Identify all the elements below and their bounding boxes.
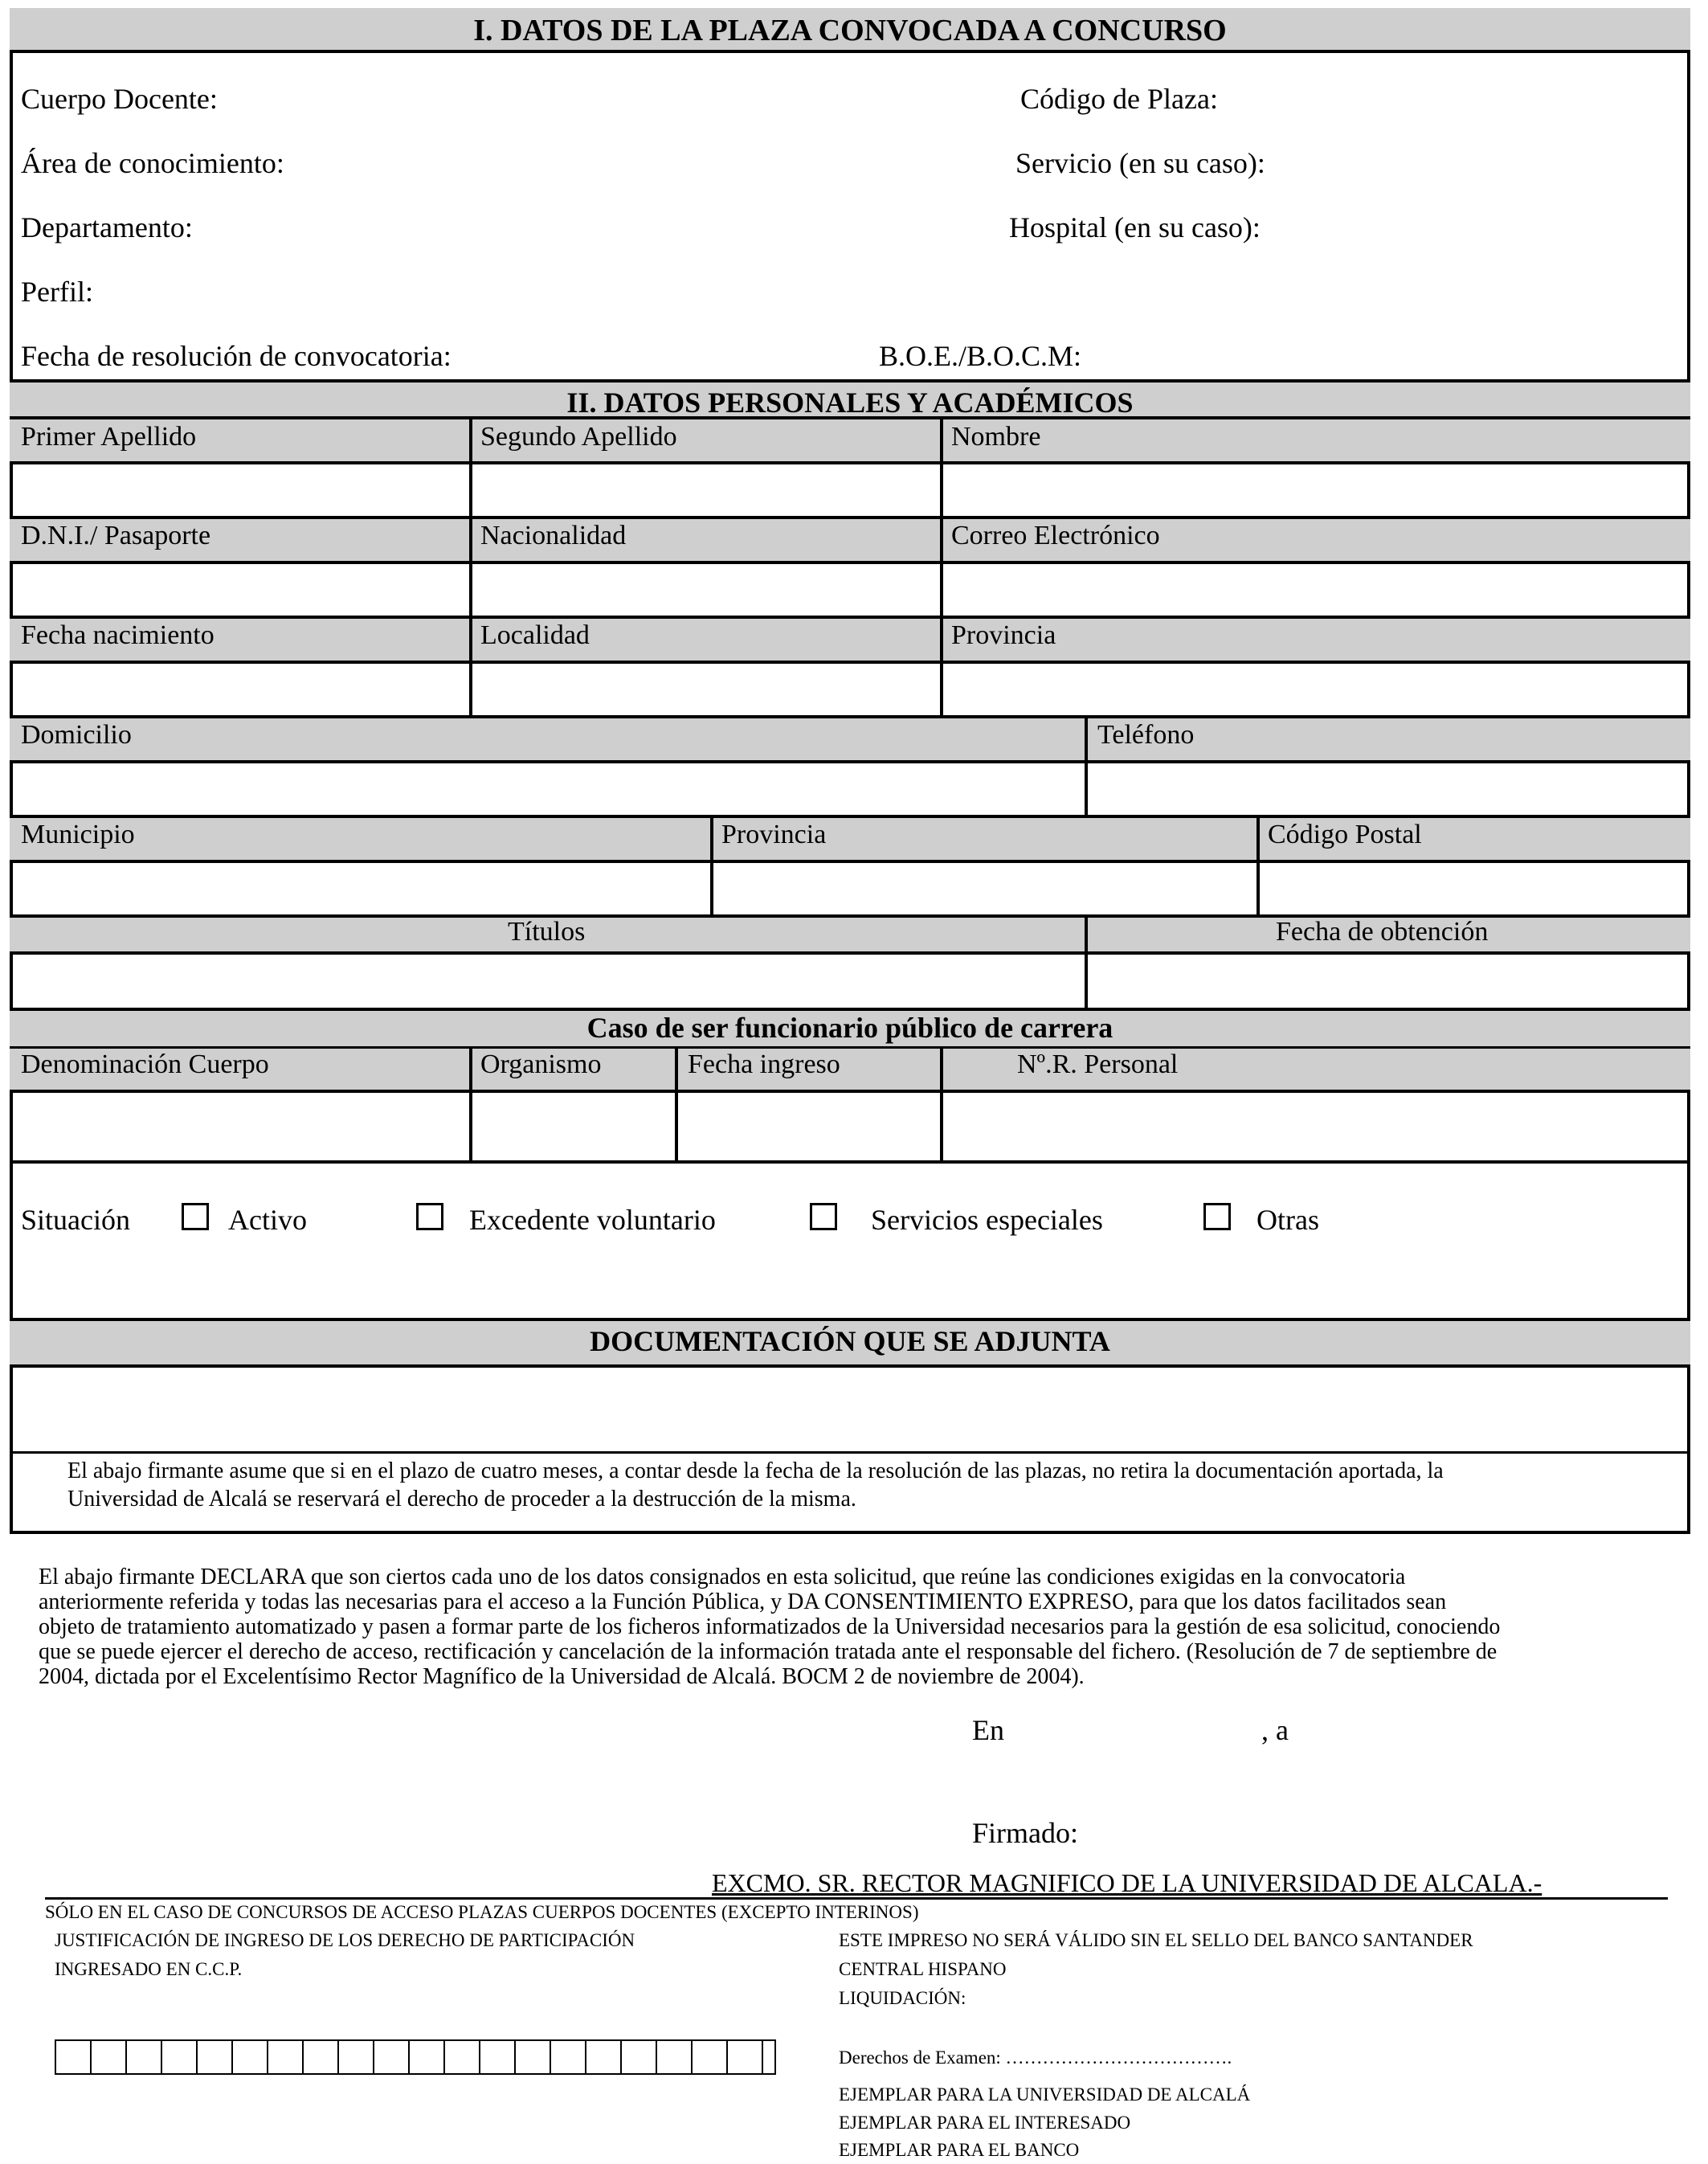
footer-justificacion-1: JUSTIFICACIÓN DE INGRESO DE LOS DERECHO DE PARTICIPACIÓN (55, 1930, 635, 1950)
ccp-digit-cell[interactable] (516, 2041, 551, 2075)
label-en: En (972, 1714, 1004, 1746)
ccp-digit-cell[interactable] (127, 2041, 162, 2075)
ccp-digit-cell[interactable] (445, 2041, 480, 2075)
header-fecha-nacimiento: Fecha nacimiento (21, 620, 215, 650)
input-fecha-ingreso[interactable] (678, 1093, 938, 1160)
ccp-digit-cell[interactable] (551, 2041, 586, 2075)
header-denominacion-cuerpo: Denominación Cuerpo (21, 1049, 269, 1079)
header-fecha-ingreso: Fecha ingreso (688, 1049, 840, 1079)
label-a: , a (1261, 1714, 1289, 1746)
ccp-digit-cell[interactable] (198, 2041, 233, 2075)
ccp-digit-cell[interactable] (233, 2041, 268, 2075)
ccp-digit-cell[interactable] (657, 2041, 693, 2075)
input-domicilio[interactable] (13, 763, 1083, 815)
label-otras: Otras (1256, 1204, 1319, 1236)
divider (10, 1451, 1690, 1454)
checkbox-otras[interactable] (1203, 1203, 1231, 1230)
checkbox-servicios-especiales[interactable] (810, 1203, 837, 1230)
header-nombre: Nombre (951, 422, 1041, 452)
documentacion-title: DOCUMENTACIÓN QUE SE ADJUNTA (590, 1325, 1110, 1357)
divider (10, 1046, 1690, 1049)
input-organismo[interactable] (472, 1093, 673, 1160)
input-fecha-nacimiento[interactable] (13, 664, 468, 715)
label-area: Área de conocimiento: (21, 147, 284, 179)
header-telefono: Teléfono (1097, 720, 1195, 750)
ccp-digit-cell[interactable] (268, 2041, 304, 2075)
input-correo[interactable] (943, 564, 1687, 616)
ccp-digit-cell[interactable] (56, 2041, 92, 2075)
label-departamento: Departamento: (21, 211, 193, 243)
footer-derechos: Derechos de Examen: ………………………………. (839, 2047, 1232, 2068)
input-localidad[interactable] (472, 664, 938, 715)
documentacion-notice-2: Universidad de Alcalá se reservará el derecho de proceder a la destrucción de la misma. (67, 1487, 856, 1512)
label-excedente: Excedente voluntario (469, 1204, 716, 1236)
checkbox-activo[interactable] (182, 1203, 209, 1230)
ccp-digit-cell[interactable] (92, 2041, 127, 2075)
ccp-digit-cell[interactable] (339, 2041, 374, 2075)
input-lugar[interactable] (1020, 1710, 1261, 1745)
declaration-line-3: objeto de tratamiento automatizado y pasen a formar parte de los ficheros informatizados de la Universidad necesarios para la gestión de esa solicitud, conociendo (39, 1614, 1501, 1639)
ccp-digit-cell[interactable] (162, 2041, 198, 2075)
row2-header (10, 516, 1690, 564)
footer-ejemplar-banco: EJEMPLAR PARA EL BANCO (839, 2140, 1080, 2160)
declaration-line-5: 2004, dictada por el Excelentísimo Rector Magnífico de la Universidad de Alcalá. BOCM 2 de noviembre de 2004). (39, 1664, 1085, 1689)
header-titulos: Títulos (508, 917, 586, 947)
label-boe: B.O.E./B.O.C.M: (879, 340, 1082, 372)
label-servicio: Servicio (en su caso): (1015, 147, 1265, 179)
input-provincia-2[interactable] (713, 863, 1255, 914)
ccp-digit-cell[interactable] (480, 2041, 516, 2075)
section2-header (10, 379, 1690, 419)
header-organismo: Organismo (480, 1049, 602, 1079)
label-cuerpo-docente: Cuerpo Docente: (21, 83, 218, 115)
row3-header (10, 616, 1690, 664)
header-localidad: Localidad (480, 620, 590, 650)
input-titulos[interactable] (13, 955, 1083, 1008)
input-primer-apellido[interactable] (13, 464, 468, 516)
input-denominacion-cuerpo[interactable] (13, 1093, 468, 1160)
ccp-digit-cell[interactable] (622, 2041, 657, 2075)
declaration-line-1: El abajo firmante DECLARA que son ciertos cada uno de los datos consignados en esta solicitud, que reúne las condiciones exigidas en la convocatoria (39, 1565, 1406, 1589)
ccp-digit-cell[interactable] (693, 2041, 728, 2075)
input-codigo-postal[interactable] (1260, 863, 1687, 914)
footer-divider (45, 1897, 1668, 1900)
divider (10, 1160, 1690, 1164)
ccp-digit-grid[interactable] (55, 2039, 776, 2075)
label-fecha-resolucion: Fecha de resolución de convocatoria: (21, 340, 452, 372)
row5-header (10, 815, 1690, 863)
label-codigo-plaza: Código de Plaza: (1020, 83, 1218, 115)
section1-title: I. DATOS DE LA PLAZA CONVOCADA A CONCURSO (473, 14, 1227, 47)
footer-impreso-1: ESTE IMPRESO NO SERÁ VÁLIDO SIN EL SELLO DEL BANCO SANTANDER (839, 1930, 1473, 1950)
footer-justificacion-2: INGRESADO EN C.C.P. (55, 1959, 243, 1979)
header-correo: Correo Electrónico (951, 521, 1160, 550)
input-nacionalidad[interactable] (472, 564, 938, 616)
input-dni[interactable] (13, 564, 468, 616)
ccp-digit-cell[interactable] (410, 2041, 445, 2075)
header-municipio: Municipio (21, 820, 135, 849)
label-activo: Activo (228, 1204, 307, 1236)
header-nrp: Nº.R. Personal (1017, 1049, 1179, 1079)
ccp-digit-cell[interactable] (586, 2041, 622, 2075)
header-nacionalidad: Nacionalidad (480, 521, 627, 550)
label-situacion: Situación (21, 1204, 130, 1236)
ccp-digit-cell[interactable] (728, 2041, 763, 2075)
checkbox-excedente[interactable] (416, 1203, 443, 1230)
declaration-line-4: que se puede ejercer el derecho de acceso, rectificación y cancelación de la información tratada ante el responsable del fichero. (Resolución de 7 de septiembre de (39, 1639, 1498, 1664)
ccp-digit-cell[interactable] (374, 2041, 410, 2075)
input-segundo-apellido[interactable] (472, 464, 938, 516)
input-documentacion[interactable] (13, 1368, 1687, 1451)
header-segundo-apellido: Segundo Apellido (480, 422, 677, 452)
row4-header (10, 715, 1690, 763)
header-dni: D.N.I./ Pasaporte (21, 521, 211, 550)
header-domicilio: Domicilio (21, 720, 132, 750)
rector-line: EXCMO. SR. RECTOR MAGNIFICO DE LA UNIVERSIDAD DE ALCALA.- (712, 1868, 1543, 1897)
input-nombre[interactable] (943, 464, 1687, 516)
signature-area[interactable] (1093, 1808, 1575, 1856)
footer-impreso-2: CENTRAL HISPANO (839, 1959, 1007, 1979)
section1-header (10, 8, 1690, 53)
input-telefono[interactable] (1088, 763, 1687, 815)
footer-solo: SÓLO EN EL CASO DE CONCURSOS DE ACCESO PLAZAS CUERPOS DOCENTES (EXCEPTO INTERINOS) (45, 1902, 919, 1922)
header-fecha-obtencion: Fecha de obtención (1276, 917, 1489, 947)
input-municipio[interactable] (13, 863, 709, 914)
ccp-digit-cell[interactable] (304, 2041, 339, 2075)
footer-liquidacion: LIQUIDACIÓN: (839, 1988, 966, 2008)
input-provincia[interactable] (943, 664, 1687, 715)
documentacion-notice-1: El abajo firmante asume que si en el plazo de cuatro meses, a contar desde la fecha de la resolución de las plazas, no retira la documentación aportada, la (67, 1458, 1444, 1483)
label-servicios-especiales: Servicios especiales (871, 1204, 1103, 1236)
row1-header (10, 419, 1690, 464)
footer-ejemplar-universidad: EJEMPLAR PARA LA UNIVERSIDAD DE ALCALÁ (839, 2084, 1251, 2105)
header-codigo-postal: Código Postal (1268, 820, 1422, 849)
header-primer-apellido: Primer Apellido (21, 422, 197, 452)
header-provincia: Provincia (951, 620, 1056, 650)
input-fecha-obtencion[interactable] (1088, 955, 1687, 1008)
declaration-line-2: anteriormente referida y todas las necesarias para el acceso a la Función Pública, y DA CONSENTIMIENTO EXPRESO, para que los datos facilitados sean (39, 1589, 1447, 1614)
label-hospital: Hospital (en su caso): (1009, 211, 1261, 243)
funcionario-title: Caso de ser funcionario público de carrera (586, 1012, 1113, 1044)
input-nrp[interactable] (943, 1093, 1687, 1160)
section2-title: II. DATOS PERSONALES Y ACADÉMICOS (566, 387, 1134, 419)
label-firmado: Firmado: (972, 1817, 1078, 1849)
footer-ejemplar-interesado: EJEMPLAR PARA EL INTERESADO (839, 2113, 1131, 2133)
header-provincia-2: Provincia (721, 820, 827, 849)
label-perfil: Perfil: (21, 276, 93, 308)
